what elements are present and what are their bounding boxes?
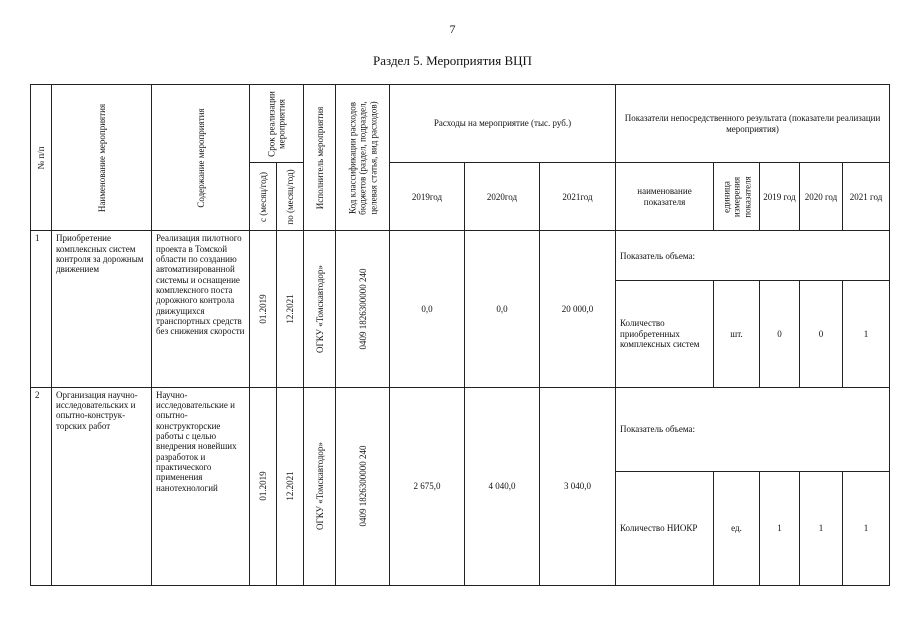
indicator-2019: 1 (760, 471, 800, 585)
activity-name: Приобретение комплексных систем контроля за дорожным движением (52, 231, 152, 387)
header-ind-2020: 2020 год (800, 163, 843, 231)
page-number: 7 (449, 22, 456, 36)
cost-2019: 0,0 (390, 231, 465, 387)
header-cost-2020: 2020год (465, 163, 540, 231)
indicator-2019: 0 (760, 281, 800, 387)
term-from (250, 231, 277, 387)
term-to (277, 231, 304, 387)
header-cost-2021: 2021год (540, 163, 616, 231)
header-term-to (277, 163, 304, 231)
budget-code (336, 387, 390, 585)
budget-code-value: 0409 1826300000 240 (357, 445, 368, 527)
indicator-2020: 1 (800, 471, 843, 585)
executor-value: ОГКУ «Томскавтодор» (314, 442, 325, 531)
cost-2020: 4 040,0 (465, 387, 540, 585)
indicator-2021: 1 (843, 471, 890, 585)
header-term-from-label: с (месяц/год) (257, 171, 268, 222)
indicator-2021: 1 (843, 281, 890, 387)
executor-value: ОГКУ «Томскавтодор» (314, 264, 325, 353)
header-indicator-unit-label: единица измерения показателя (720, 175, 752, 218)
row-number: 1 (31, 231, 52, 387)
header-num (31, 85, 52, 231)
header-term-to-label: по (месяц/год) (284, 169, 295, 225)
header-term-label: Срок реализации мероприятия (266, 90, 287, 157)
budget-code-value: 0409 1826300000 240 (357, 268, 368, 350)
header-code (336, 85, 390, 231)
header-num-label: № п/п (35, 146, 46, 170)
indicator-name: Количество НИОКР (616, 471, 714, 585)
section-heading: Раздел 5. Мероприятия ВЦП (373, 53, 532, 68)
header-executor-label: Исполнитель мероприятия (314, 106, 325, 209)
activity-content: Научно-исследовательские и опытно-конструкторские работы с целью внедрения новейших разработок и практического применения нанотехнологий (152, 387, 250, 585)
activities-table (30, 84, 890, 586)
volume-label: Показатель объема: (616, 231, 890, 281)
term-from-value: 01.2019 (257, 294, 268, 324)
table-row (31, 231, 890, 281)
term-to (277, 387, 304, 585)
budget-code (336, 231, 390, 387)
indicator-unit: шт. (714, 281, 760, 387)
header-term-from (250, 163, 277, 231)
header-indicator-name: наименование показателя (616, 163, 714, 231)
header-costs: Расходы на мероприятие (тыс. руб.) (390, 85, 616, 163)
cost-2020: 0,0 (465, 231, 540, 387)
term-from-value: 01.2019 (257, 471, 268, 501)
header-executor (304, 85, 336, 231)
header-content-label: Содержание мероприятия (195, 108, 206, 208)
cost-2021: 20 000,0 (540, 231, 616, 387)
executor (304, 231, 336, 387)
row-number: 2 (31, 387, 52, 585)
indicator-name: Количество приобретенных комплексных систем (616, 281, 714, 387)
term-to-value: 12.2021 (284, 471, 295, 501)
header-row-1 (31, 85, 890, 163)
activity-content: Реализация пилотного проекта в Томской области по созданию автоматизированной системы и оснащение комплексного поста дорожного контрола движущихся транспортных средств без снижения скорости (152, 231, 250, 387)
indicator-unit: ед. (714, 471, 760, 585)
activity-name: Организация научно-исследовательских и опытно-конструк-торских работ (52, 387, 152, 585)
header-indicator-unit (714, 163, 760, 231)
header-cost-2019: 2019год (390, 163, 465, 231)
term-to-value: 12.2021 (284, 294, 295, 324)
volume-label: Показатель объема: (616, 387, 890, 471)
cost-2021: 3 040,0 (540, 387, 616, 585)
header-name (52, 85, 152, 231)
indicator-2020: 0 (800, 281, 843, 387)
header-ind-2021: 2021 год (843, 163, 890, 231)
executor (304, 387, 336, 585)
header-indicators: Показатели непосредственного результата (показатели реализации мероприятия) (616, 85, 890, 163)
term-from (250, 387, 277, 585)
table-row (31, 387, 890, 471)
header-ind-2019: 2019 год (760, 163, 800, 231)
cost-2019: 2 675,0 (390, 387, 465, 585)
header-term (250, 85, 304, 163)
header-content (152, 85, 250, 231)
header-code-label: Код классификации расходов бюджетов (раздел, подраздел, целевая статья, вид расходов) (346, 100, 378, 215)
header-name-label: Наименование мероприятия (96, 103, 107, 212)
